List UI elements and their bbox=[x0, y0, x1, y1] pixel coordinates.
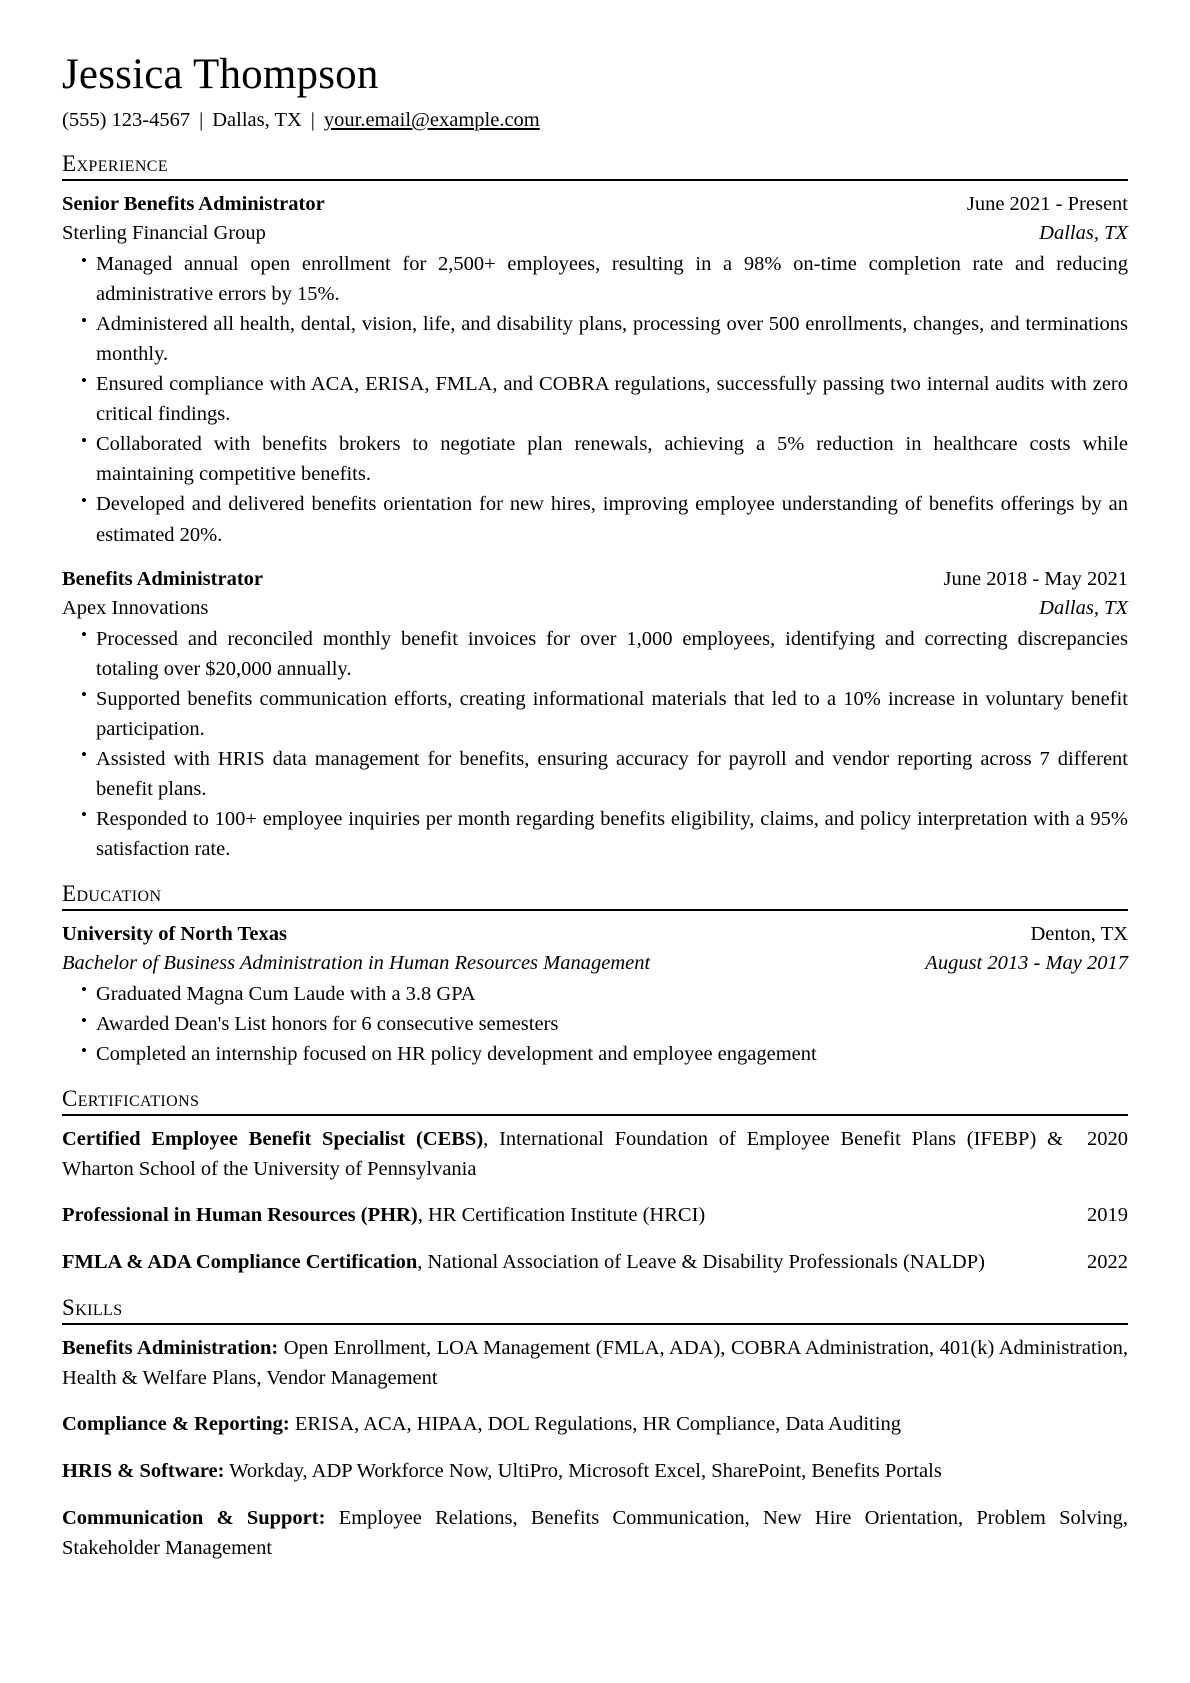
certification-entry bbox=[62, 1248, 1128, 1278]
contact-line bbox=[62, 107, 1128, 135]
list-item: • Collaborated with benefits brokers to negotiate plan renewals, achieving a 5% reduction in healthcare costs while maintaining competitive benefits. bbox=[62, 429, 1128, 489]
certification-year: 2020 bbox=[1087, 1127, 1128, 1150]
job-company: Apex Innovations bbox=[62, 596, 209, 619]
list-item: • Responded to 100+ employee inquiries per month regarding benefits eligibility, claims, and policy interpretation with a 95% satisfaction rate. bbox=[62, 804, 1128, 864]
degree-name: Bachelor of Business Administration in Human Resources Management bbox=[62, 951, 651, 974]
list-item: • Administered all health, dental, vision, life, and disability plans, processing over 500 enrollments, changes, and terminations monthly. bbox=[62, 309, 1128, 369]
certification-year: 2022 bbox=[1087, 1251, 1128, 1274]
section-experience bbox=[62, 151, 1128, 864]
experience-entry bbox=[62, 565, 1128, 864]
experience-bullet-list bbox=[62, 624, 1128, 864]
skill-group bbox=[62, 1504, 1128, 1564]
skill-category-label: Benefits Administration: bbox=[62, 1336, 279, 1359]
job-company: Sterling Financial Group bbox=[62, 222, 266, 245]
skill-items: ERISA, ACA, HIPAA, DOL Regulations, HR Compliance, Data Auditing bbox=[289, 1413, 901, 1436]
section-title-certifications: Certifications bbox=[62, 1086, 200, 1112]
section-certifications bbox=[62, 1086, 1128, 1278]
skill-items: Employee Relations, Benefits Communication, New Hire Orientation, Problem Solving, Stakeholder Management bbox=[62, 1507, 1128, 1559]
school-location: Denton, TX bbox=[1030, 922, 1128, 945]
certification-issuer: , National Association of Leave & Disability Professionals (NALDP) bbox=[417, 1251, 985, 1274]
experience-company-row bbox=[62, 594, 1128, 623]
certification-entry bbox=[62, 1125, 1128, 1185]
list-item: • Assisted with HRIS data management for benefits, ensuring accuracy for payroll and vendor reporting across 7 different benefit plans. bbox=[62, 744, 1128, 804]
education-degree-row bbox=[62, 949, 1128, 978]
certification-issuer: , International Foundation of Employee Benefit Plans (IFEBP) & Wharton School of the University of Pennsylvania bbox=[62, 1127, 1064, 1180]
certification-name: Professional in Human Resources (PHR) bbox=[62, 1204, 418, 1227]
section-rule-education bbox=[62, 909, 1128, 911]
list-item: • Graduated Magna Cum Laude with a 3.8 GPA bbox=[62, 979, 1128, 1009]
education-school-row bbox=[62, 920, 1128, 949]
skill-category-label: Communication & Support: bbox=[62, 1507, 326, 1530]
experience-title-row bbox=[62, 190, 1128, 219]
list-item: • Completed an internship focused on HR policy development and employee engagement bbox=[62, 1039, 1128, 1069]
skill-items: Open Enrollment, LOA Management (FMLA, ADA), COBRA Administration, 401(k) Administration, Health & Welfare Plans, Vendor Management bbox=[62, 1336, 1128, 1389]
candidate-name: Jessica Thompson bbox=[62, 51, 379, 98]
experience-title-row bbox=[62, 565, 1128, 594]
skill-group bbox=[62, 1410, 1128, 1440]
section-education bbox=[62, 881, 1128, 1069]
resume-header bbox=[62, 52, 1128, 134]
job-dates: June 2021 - Present bbox=[966, 193, 1128, 215]
contact-location: Dallas, TX bbox=[212, 108, 302, 131]
education-bullet-list bbox=[62, 979, 1128, 1069]
experience-entry bbox=[62, 190, 1128, 550]
certification-name: FMLA & ADA Compliance Certification bbox=[62, 1251, 418, 1274]
list-item: • Developed and delivered benefits orientation for new hires, improving employee understanding of benefits offerings by an estimated 20%. bbox=[62, 489, 1128, 549]
experience-bullet-list bbox=[62, 249, 1128, 549]
section-rule-certifications bbox=[62, 1114, 1128, 1116]
section-rule-skills bbox=[62, 1323, 1128, 1325]
section-title-experience: Experience bbox=[62, 151, 169, 177]
phone-number: (555) 123-4567 bbox=[62, 108, 191, 131]
skill-group bbox=[62, 1334, 1128, 1394]
section-rule-experience bbox=[62, 179, 1128, 181]
email-link[interactable]: your.email@example.com bbox=[323, 108, 540, 131]
education-entry bbox=[62, 920, 1128, 1069]
contact-separator-2: | bbox=[310, 108, 315, 131]
job-title: Senior Benefits Administrator bbox=[62, 193, 325, 215]
certification-issuer: , HR Certification Institute (HRCI) bbox=[417, 1204, 706, 1227]
list-item: • Awarded Dean's List honors for 6 consecutive semesters bbox=[62, 1009, 1128, 1039]
school-name: University of North Texas bbox=[62, 922, 287, 945]
education-dates: August 2013 - May 2017 bbox=[925, 951, 1128, 974]
skill-items: Workday, ADP Workforce Now, UltiPro, Microsoft Excel, SharePoint, Benefits Portals bbox=[224, 1460, 942, 1483]
skill-group bbox=[62, 1457, 1128, 1487]
job-location: Dallas, TX bbox=[1039, 222, 1128, 245]
list-item: • Ensured compliance with ACA, ERISA, FMLA, and COBRA regulations, successfully passing two internal audits with zero critical findings. bbox=[62, 369, 1128, 429]
job-title: Benefits Administrator bbox=[62, 567, 263, 590]
job-dates: June 2018 - May 2021 bbox=[943, 567, 1128, 590]
section-skills bbox=[62, 1295, 1128, 1564]
section-title-education: Education bbox=[62, 881, 162, 906]
section-title-skills: Skills bbox=[62, 1295, 123, 1321]
list-item: • Managed annual open enrollment for 2,500+ employees, resulting in a 98% on-time completion rate and reducing administrative errors by 15%. bbox=[62, 249, 1128, 309]
contact-separator-1: | bbox=[199, 108, 204, 131]
experience-company-row bbox=[62, 219, 1128, 248]
certification-name: Certified Employee Benefit Specialist (CEBS) bbox=[62, 1127, 484, 1150]
certification-entry bbox=[62, 1201, 1128, 1231]
certification-year: 2019 bbox=[1087, 1204, 1128, 1227]
list-item: • Processed and reconciled monthly benefit invoices for over 1,000 employees, identifying and correcting discrepancies totaling over $20,000 annually. bbox=[62, 624, 1128, 684]
job-location: Dallas, TX bbox=[1039, 596, 1128, 619]
skill-category-label: HRIS & Software: bbox=[62, 1460, 225, 1483]
skill-category-label: Compliance & Reporting: bbox=[62, 1413, 290, 1436]
list-item: • Supported benefits communication efforts, creating informational materials that led to a 10% increase in voluntary benefit participation. bbox=[62, 684, 1128, 744]
